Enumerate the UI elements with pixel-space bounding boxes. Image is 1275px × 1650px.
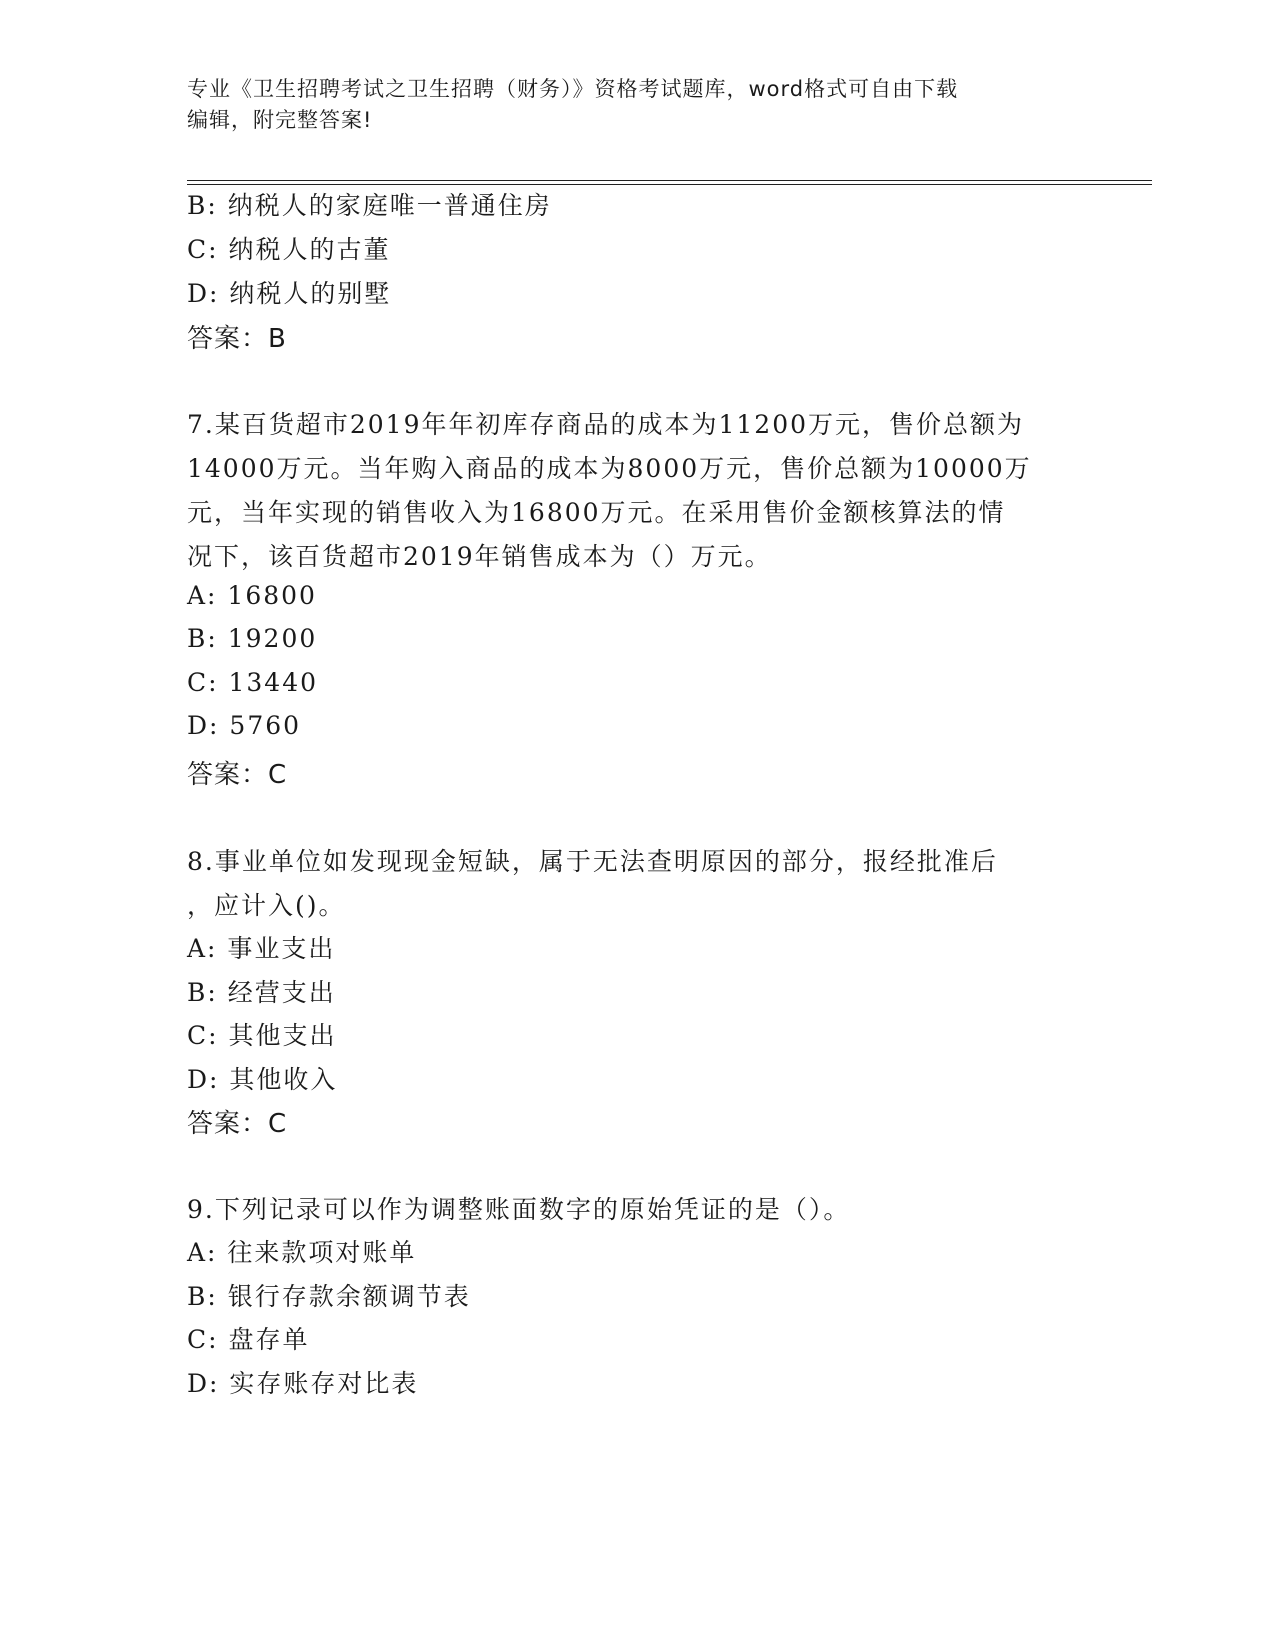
q7-stem-line-4: 况下，该百货超市2019年销售成本为（）万元。	[187, 542, 772, 571]
q7-option-a: A: 16800	[187, 581, 317, 610]
q8-option-b: B: 经营支出	[187, 978, 336, 1007]
q8-option-a: A: 事业支出	[187, 934, 336, 963]
q7-stem-line-1: 7.某百货超市2019年年初库存商品的成本为11200万元，售价总额为	[187, 410, 1025, 439]
q9-option-b: B: 银行存款余额调节表	[187, 1282, 471, 1311]
q8-stem-line-2: ，应计入()。	[187, 891, 346, 920]
q6-answer: 答案：B	[187, 324, 287, 354]
q8-option-d: D: 其他收入	[187, 1065, 338, 1094]
q7-option-b: B: 19200	[187, 624, 318, 653]
q7-option-d: D: 5760	[187, 711, 302, 740]
q9-option-d: D: 实存账存对比表	[187, 1369, 419, 1398]
q6-option-b: B: 纳税人的家庭唯一普通住房	[187, 191, 552, 220]
q8-answer: 答案：C	[187, 1109, 288, 1139]
q7-stem-line-2: 14000万元。当年购入商品的成本为8000万元，售价总额为10000万	[187, 454, 1032, 483]
q9-option-a: A: 往来款项对账单	[187, 1238, 417, 1267]
header-divider-top	[187, 180, 1152, 181]
header-line-2: 编辑，附完整答案!	[187, 108, 373, 132]
q8-stem-line-1: 8.事业单位如发现现金短缺，属于无法查明原因的部分，报经批准后	[187, 847, 998, 876]
q7-stem-line-3: 元，当年实现的销售收入为16800万元。在采用售价金额核算法的情	[187, 498, 1006, 527]
q8-option-c: C: 其他支出	[187, 1021, 337, 1050]
q6-option-d: D: 纳税人的别墅	[187, 279, 392, 308]
q6-option-c: C: 纳税人的古董	[187, 235, 391, 264]
q7-answer: 答案：C	[187, 760, 288, 790]
q9-stem-line-1: 9.下列记录可以作为调整账面数字的原始凭证的是（）。	[187, 1195, 851, 1224]
q7-option-c: C: 13440	[187, 668, 319, 697]
document-header	[187, 74, 1087, 136]
header-divider-bottom	[187, 184, 1152, 185]
q9-option-c: C: 盘存单	[187, 1325, 310, 1354]
header-line-1: 专业《卫生招聘考试之卫生招聘（财务）》资格考试题库，word格式可自由下载	[187, 77, 959, 101]
